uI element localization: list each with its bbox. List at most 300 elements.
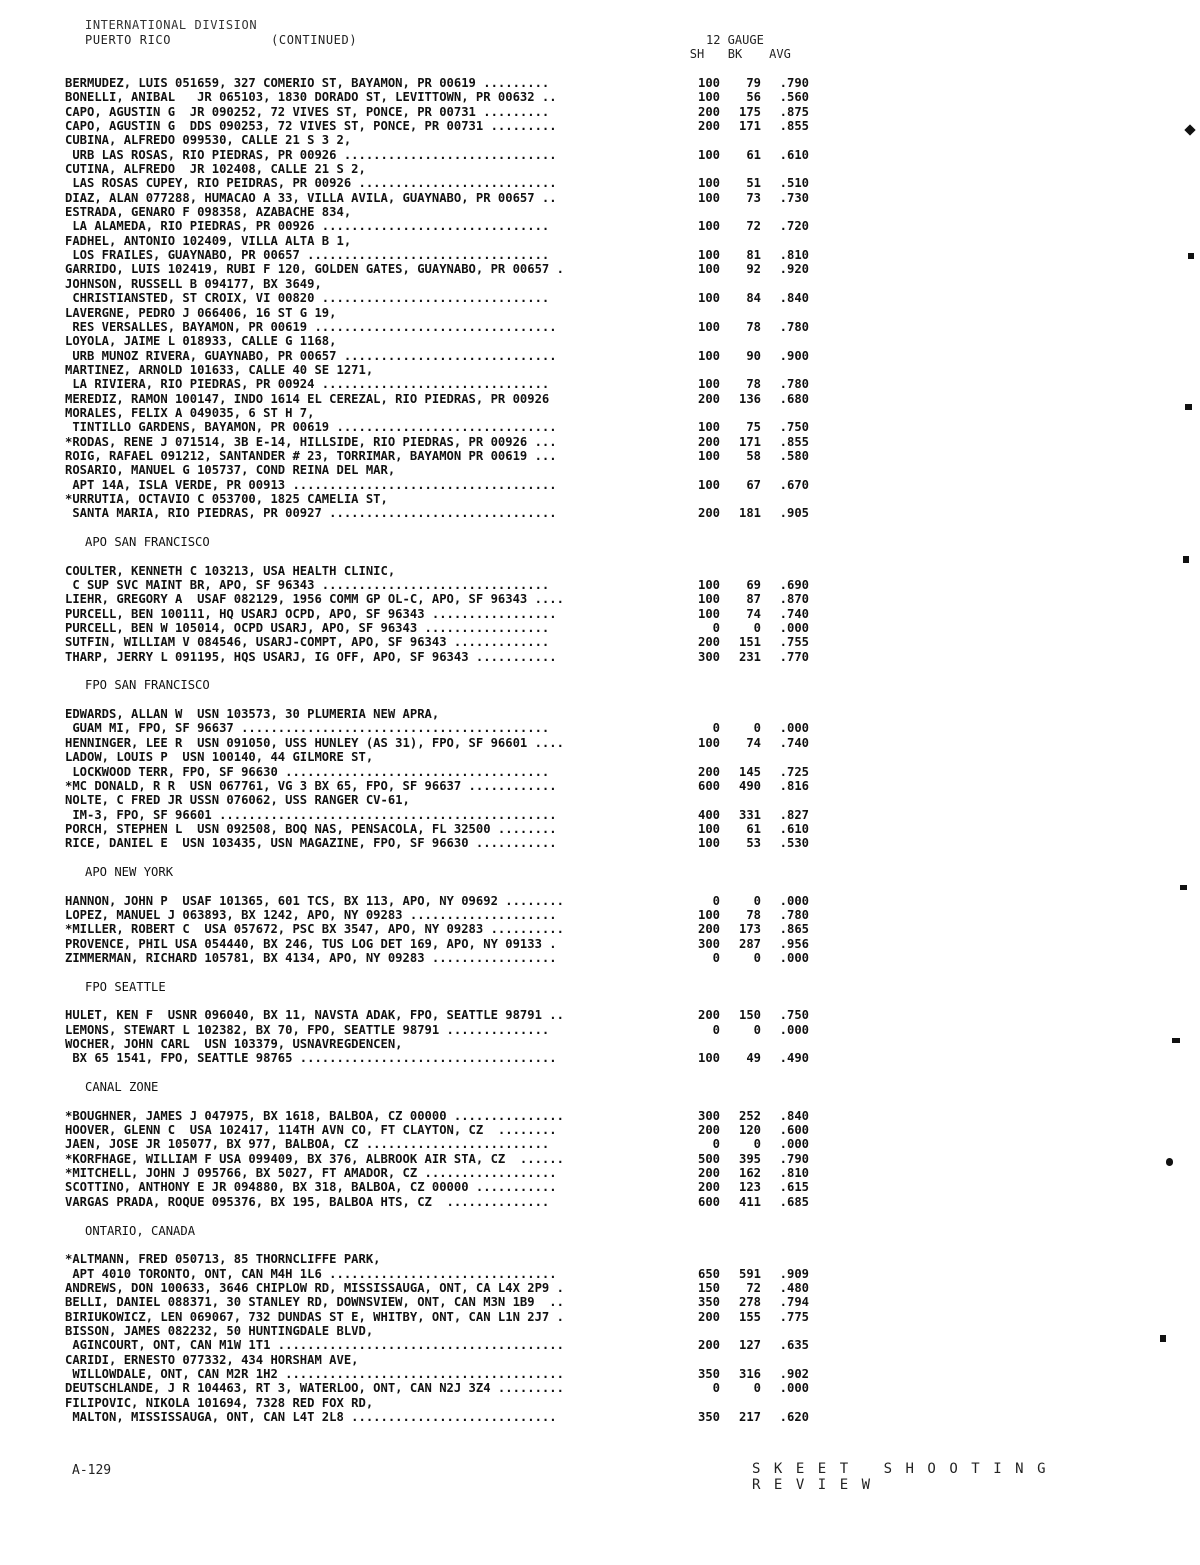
broken-count: 490 [738, 778, 761, 793]
entry-text: SUTFIN, WILLIAM V 084546, USARJ-COMPT, APO, SF 96343 ............. [65, 635, 550, 650]
shot-count: 350 [697, 1409, 720, 1424]
average-score: .750 [779, 1008, 809, 1023]
average-score: .875 [779, 104, 809, 119]
shooter-entry-continued [65, 1324, 825, 1338]
entry-text: APT 4010 TORONTO, ONT, CAN M4H 1L6 ............................... [65, 1266, 557, 1281]
section-heading [65, 980, 825, 994]
shooter-entry [65, 291, 825, 305]
shot-count: 600 [697, 778, 720, 793]
shooter-entry [65, 779, 825, 793]
col-bk-header: BK [727, 47, 743, 61]
shot-count: 100 [697, 248, 720, 263]
broken-count: 72 [746, 1280, 761, 1295]
average-score: .720 [779, 219, 809, 234]
entry-text: EDWARDS, ALLAN W USN 103573, 30 PLUMERIA NEW APRA, [65, 707, 440, 722]
entry-text: RES VERSALLES, BAYAMON, PR 00619 ................................. [65, 319, 557, 334]
broken-count: 58 [746, 448, 761, 463]
shot-count: 200 [697, 1338, 720, 1353]
entry-text: LOS FRAILES, GUAYNABO, PR 00657 ................................. [65, 248, 550, 263]
entry-text: BERMUDEZ, LUIS 051659, 327 COMERIO ST, BAYAMON, PR 00619 ......... [65, 76, 550, 90]
entry-text: BONELLI, ANIBAL JR 065103, 1830 DORADO ST, LEVITTOWN, PR 00632 .. [65, 90, 557, 105]
scan-mark [1180, 885, 1187, 890]
entry-text: VARGAS PRADA, ROQUE 095376, BX 195, BALBOA HTS, CZ .............. [65, 1194, 550, 1209]
shot-count: 0 [712, 621, 720, 636]
broken-count: 136 [738, 391, 761, 406]
entry-text: ROIG, RAFAEL 091212, SANTANDER # 23, TORRIMAR, BAYAMON PR 00619 ... [65, 448, 557, 463]
shot-count: 100 [697, 219, 720, 234]
section-title: FPO SAN FRANCISCO [85, 678, 210, 693]
shot-count: 200 [697, 506, 720, 521]
broken-count: 72 [746, 219, 761, 234]
shooter-entry [65, 1023, 825, 1037]
broken-count: 0 [753, 893, 761, 908]
shooter-entry [65, 377, 825, 391]
average-score: .790 [779, 76, 809, 90]
shot-count: 100 [697, 90, 720, 105]
blank-line [65, 1238, 825, 1252]
scan-mark [1166, 1158, 1173, 1166]
entry-text: LOPEZ, MANUEL J 063893, BX 1242, APO, NY 09283 .................... [65, 907, 557, 922]
entry-text: ZIMMERMAN, RICHARD 105781, BX 4134, APO, NY 09283 ................. [65, 950, 557, 965]
shooter-entry [65, 435, 825, 449]
shot-count: 300 [697, 936, 720, 951]
average-score: .755 [779, 635, 809, 650]
scan-mark [1160, 1335, 1166, 1342]
broken-count: 73 [746, 190, 761, 205]
average-score: .740 [779, 606, 809, 621]
average-score: .615 [779, 1180, 809, 1195]
shooter-entry [65, 836, 825, 850]
entry-text: CAPO, AGUSTIN G DDS 090253, 72 VIVES ST, PONCE, PR 00731 ......... [65, 119, 557, 134]
broken-count: 87 [746, 592, 761, 607]
entry-text: APT 14A, ISLA VERDE, PR 00913 .................................... [65, 477, 557, 492]
entry-text: LEMONS, STEWART L 102382, BX 70, FPO, SEATTLE 98791 .............. [65, 1022, 550, 1037]
shot-count: 100 [697, 907, 720, 922]
entry-text: PORCH, STEPHEN L USN 092508, BOQ NAS, PENSACOLA, FL 32500 ........ [65, 821, 557, 836]
average-score: .490 [779, 1051, 809, 1066]
shooter-entry [65, 635, 825, 649]
shooter-entry [65, 1310, 825, 1324]
entry-text: RICE, DANIEL E USN 103435, USN MAGAZINE, FPO, SF 96630 ........... [65, 836, 557, 851]
page-number: A-129 [72, 1463, 112, 1478]
broken-count: 84 [746, 291, 761, 306]
shot-count: 0 [712, 721, 720, 736]
entry-text: *ALTMANN, FRED 050713, 85 THORNCLIFFE PARK, [65, 1252, 381, 1267]
entry-text: BISSON, JAMES 082232, 50 HUNTINGDALE BLVD, [65, 1323, 374, 1338]
entry-text: DEUTSCHLANDE, J R 104463, RT 3, WATERLOO, ONT, CAN N2J 3Z4 ......... [65, 1381, 564, 1396]
entry-text: PURCELL, BEN 100111, HQ USARJ OCPD, APO, SF 96343 ................. [65, 606, 557, 621]
average-score: .000 [779, 721, 809, 736]
entry-text: NOLTE, C FRED JR USSN 076062, USS RANGER CV-61, [65, 793, 410, 808]
shot-count: 100 [697, 76, 720, 90]
broken-count: 151 [738, 635, 761, 650]
shooter-entry [65, 578, 825, 592]
shot-count: 200 [697, 391, 720, 406]
entry-text: BIRIUKOWICZ, LEN 069067, 732 DUNDAS ST E, WHITBY, ONT, CAN L1N 2J7 . [65, 1309, 564, 1324]
shooter-entry [65, 262, 825, 276]
broken-count: 56 [746, 90, 761, 105]
broken-count: 74 [746, 606, 761, 621]
broken-count: 69 [746, 578, 761, 593]
entry-text: GUAM MI, FPO, SF 96637 .......................................... [65, 721, 550, 736]
average-score: .780 [779, 377, 809, 392]
shooter-entry [65, 76, 825, 90]
column-header [680, 33, 810, 61]
entry-text: WOCHER, JOHN CARL USN 103379, USNAVREGDENCEN, [65, 1037, 403, 1052]
entry-text: AGINCOURT, ONT, CAN M1W 1T1 ....................................... [65, 1338, 564, 1353]
average-score: .690 [779, 578, 809, 593]
broken-count: 316 [738, 1366, 761, 1381]
broken-count: 0 [753, 1137, 761, 1152]
shooter-entry [65, 1195, 825, 1209]
shooter-listing [65, 76, 825, 1424]
broken-count: 78 [746, 377, 761, 392]
blank-line [65, 1209, 825, 1223]
average-score: .900 [779, 348, 809, 363]
shooter-entry-continued [65, 750, 825, 764]
entry-text: HOOVER, GLENN C USA 102417, 114TH AVN CO, FT CLAYTON, CZ ........ [65, 1123, 557, 1138]
broken-count: 81 [746, 248, 761, 263]
average-score: .685 [779, 1194, 809, 1209]
entry-text: COULTER, KENNETH C 103213, USA HEALTH CLINIC, [65, 563, 396, 578]
shooter-entry [65, 1123, 825, 1137]
broken-count: 331 [738, 807, 761, 822]
shooter-entry-continued [65, 463, 825, 477]
entry-text: LA ALAMEDA, RIO PIEDRAS, PR 00926 ............................... [65, 219, 550, 234]
shooter-entry [65, 148, 825, 162]
shooter-entry [65, 894, 825, 908]
average-score: .909 [779, 1266, 809, 1281]
shooter-entry [65, 621, 825, 635]
entry-text: CAPO, AGUSTIN G JR 090252, 72 VIVES ST, PONCE, PR 00731 ......... [65, 104, 550, 119]
shot-count: 100 [697, 348, 720, 363]
shot-count: 100 [697, 836, 720, 851]
region-name: PUERTO RICO [85, 33, 172, 47]
average-score: .000 [779, 1381, 809, 1396]
entry-text: FILIPOVIC, NIKOLA 101694, 7328 RED FOX RD, [65, 1395, 374, 1410]
section-heading [65, 1080, 825, 1094]
shooter-entry [65, 176, 825, 190]
shooter-entry-continued [65, 306, 825, 320]
shooter-entry-continued [65, 1353, 825, 1367]
shooter-entry [65, 90, 825, 104]
broken-count: 67 [746, 477, 761, 492]
entry-text: MORALES, FELIX A 049035, 6 ST H 7, [65, 405, 315, 420]
broken-count: 150 [738, 1008, 761, 1023]
shooter-entry [65, 105, 825, 119]
entry-text: MARTINEZ, ARNOLD 101633, CALLE 40 SE 1271, [65, 362, 374, 377]
entry-text: TINTILLO GARDENS, BAYAMON, PR 00619 .............................. [65, 420, 557, 435]
shot-count: 200 [697, 119, 720, 134]
shot-count: 350 [697, 1366, 720, 1381]
broken-count: 127 [738, 1338, 761, 1353]
shooter-entry-continued [65, 1396, 825, 1410]
shooter-entry [65, 349, 825, 363]
broken-count: 123 [738, 1180, 761, 1195]
section-heading [65, 1224, 825, 1238]
shooter-entry [65, 736, 825, 750]
shot-count: 600 [697, 1194, 720, 1209]
average-score: .956 [779, 936, 809, 951]
shot-count: 300 [697, 1108, 720, 1123]
col-avg-header: AVG [769, 47, 791, 61]
average-score: .855 [779, 434, 809, 449]
entry-text: LOYOLA, JAIME L 018933, CALLE G 1168, [65, 334, 337, 349]
entry-text: IM-3, FPO, SF 96601 .............................................. [65, 807, 557, 822]
entry-text: SANTA MARIA, RIO PIEDRAS, PR 00927 ............................... [65, 506, 557, 521]
shot-count: 200 [697, 922, 720, 937]
section-heading [65, 865, 825, 879]
average-score: .790 [779, 1151, 809, 1166]
shooter-entry [65, 1267, 825, 1281]
shot-count: 200 [697, 1008, 720, 1023]
broken-count: 278 [738, 1295, 761, 1310]
blank-line [65, 851, 825, 865]
region-heading [85, 33, 357, 47]
shot-count: 100 [697, 592, 720, 607]
shooter-entry [65, 1008, 825, 1022]
average-score: .000 [779, 621, 809, 636]
broken-count: 181 [738, 506, 761, 521]
average-score: .780 [779, 319, 809, 334]
entry-text: HANNON, JOHN P USAF 101365, 601 TCS, BX 113, APO, NY 09692 ........ [65, 893, 564, 908]
shooter-entry [65, 1381, 825, 1395]
shooter-entry [65, 1051, 825, 1065]
shot-count: 650 [697, 1266, 720, 1281]
shooter-entry-continued [65, 793, 825, 807]
shot-count: 200 [697, 434, 720, 449]
entry-text: C SUP SVC MAINT BR, APO, SF 96343 ............................... [65, 578, 550, 593]
shooter-entry [65, 607, 825, 621]
broken-count: 61 [746, 821, 761, 836]
entry-text: URB LAS ROSAS, RIO PIEDRAS, PR 00926 ............................. [65, 147, 557, 162]
blank-line [65, 965, 825, 979]
shooter-entry-continued [65, 492, 825, 506]
broken-count: 591 [738, 1266, 761, 1281]
shot-count: 0 [712, 1022, 720, 1037]
average-score: .740 [779, 735, 809, 750]
shooter-entry [65, 822, 825, 836]
shot-count: 0 [712, 950, 720, 965]
shooter-entry [65, 478, 825, 492]
scan-mark [1183, 556, 1189, 563]
shot-count: 200 [697, 635, 720, 650]
col-sh-header: SH [689, 47, 705, 61]
shooter-entry-continued [65, 1252, 825, 1266]
shooter-entry [65, 650, 825, 664]
average-score: .750 [779, 420, 809, 435]
shooter-entry [65, 506, 825, 520]
average-score: .775 [779, 1309, 809, 1324]
shot-count: 0 [712, 1137, 720, 1152]
section-title: APO SAN FRANCISCO [85, 535, 210, 549]
entry-text: SCOTTINO, ANTHONY E JR 094880, BX 318, BALBOA, CZ 00000 ........... [65, 1180, 557, 1195]
shot-count: 100 [697, 821, 720, 836]
shooter-entry [65, 392, 825, 406]
entry-text: GARRIDO, LUIS 102419, RUBI F 120, GOLDEN GATES, GUAYNABO, PR 00657 . [65, 262, 564, 277]
average-score: .780 [779, 907, 809, 922]
average-score: .816 [779, 778, 809, 793]
entry-text: *URRUTIA, OCTAVIO C 053700, 1825 CAMELIA ST, [65, 491, 388, 506]
shooter-entry-continued [65, 363, 825, 377]
broken-count: 171 [738, 434, 761, 449]
entry-text: *MITCHELL, JOHN J 095766, BX 5027, FT AMADOR, CZ .................. [65, 1166, 557, 1181]
entry-text: LAS ROSAS CUPEY, RIO PEIDRAS, PR 00926 ........................... [65, 176, 557, 191]
entry-text: DIAZ, ALAN 077288, HUMACAO A 33, VILLA AVILA, GUAYNABO, PR 00657 .. [65, 190, 557, 205]
entry-text: THARP, JERRY L 091195, HQS USARJ, IG OFF, APO, SF 96343 ........... [65, 649, 557, 664]
blank-line [65, 879, 825, 893]
continued-label: (CONTINUED) [271, 33, 358, 47]
shooter-entry [65, 951, 825, 965]
shot-count: 200 [697, 1166, 720, 1181]
scan-mark [1184, 124, 1195, 135]
broken-count: 395 [738, 1151, 761, 1166]
shot-count: 350 [697, 1295, 720, 1310]
shooter-entry [65, 191, 825, 205]
section-title: CANAL ZONE [85, 1080, 159, 1095]
shooter-entry [65, 1338, 825, 1352]
average-score: .730 [779, 190, 809, 205]
publication-title: SKEET SHOOTING REVIEW [752, 1461, 1060, 1493]
average-score: .870 [779, 592, 809, 607]
entry-text: JOHNSON, RUSSELL B 094177, BX 3649, [65, 276, 322, 291]
broken-count: 78 [746, 319, 761, 334]
shot-count: 200 [697, 1309, 720, 1324]
shot-count: 100 [697, 291, 720, 306]
broken-count: 49 [746, 1051, 761, 1066]
shot-count: 0 [712, 893, 720, 908]
average-score: .770 [779, 649, 809, 664]
broken-count: 53 [746, 836, 761, 851]
shot-count: 200 [697, 1180, 720, 1195]
broken-count: 155 [738, 1309, 761, 1324]
broken-count: 231 [738, 649, 761, 664]
shot-count: 200 [697, 764, 720, 779]
entry-text: BX 65 1541, FPO, SEATTLE 98765 ................................... [65, 1051, 557, 1066]
broken-count: 0 [753, 721, 761, 736]
shooter-entry [65, 721, 825, 735]
shooter-entry [65, 808, 825, 822]
broken-count: 217 [738, 1409, 761, 1424]
entry-text: *KORFHAGE, WILLIAM F USA 099409, BX 376, ALBROOK AIR STA, CZ ...... [65, 1151, 564, 1166]
shooter-entry-continued [65, 277, 825, 291]
broken-count: 0 [753, 621, 761, 636]
shot-count: 100 [697, 606, 720, 621]
shooter-entry [65, 592, 825, 606]
shot-count: 100 [697, 1051, 720, 1066]
broken-count: 78 [746, 907, 761, 922]
entry-text: MEREDIZ, RAMON 100147, INDO 1614 EL CEREZAL, RIO PIEDRAS, PR 00926 [65, 391, 550, 406]
shooter-entry [65, 1152, 825, 1166]
average-score: .680 [779, 391, 809, 406]
entry-text: BELLI, DANIEL 088371, 30 STANLEY RD, DOWNSVIEW, ONT, CAN M3N 1B9 .. [65, 1295, 564, 1310]
shooter-entry-continued [65, 162, 825, 176]
average-score: .905 [779, 506, 809, 521]
entry-text: PURCELL, BEN W 105014, OCPD USARJ, APO, SF 96343 ................. [65, 621, 550, 636]
entry-text: *MILLER, ROBERT C USA 057672, PSC BX 3547, APO, NY 09283 .......... [65, 922, 564, 937]
entry-text: PROVENCE, PHIL USA 054440, BX 246, TUS LOG DET 169, APO, NY 09133 . [65, 936, 557, 951]
shooter-entry-continued [65, 205, 825, 219]
broken-count: 79 [746, 76, 761, 90]
shot-count: 100 [697, 176, 720, 191]
blank-line [65, 521, 825, 535]
shot-count: 100 [697, 147, 720, 162]
shooter-entry-continued [65, 133, 825, 147]
average-score: .620 [779, 1409, 809, 1424]
entry-text: FADHEL, ANTONIO 102409, VILLA ALTA B 1, [65, 233, 352, 248]
shooter-entry [65, 119, 825, 133]
shot-count: 400 [697, 807, 720, 822]
average-score: .610 [779, 821, 809, 836]
entry-text: ESTRADA, GENARO F 098358, AZABACHE 834, [65, 205, 352, 220]
entry-text: LIEHR, GREGORY A USAF 082129, 1956 COMM GP OL-C, APO, SF 96343 .... [65, 592, 564, 607]
entry-text: *RODAS, RENE J 071514, 3B E-14, HILLSIDE, RIO PIEDRAS, PR 00926 ... [65, 434, 557, 449]
shot-count: 150 [697, 1280, 720, 1295]
scan-mark [1188, 253, 1194, 259]
entry-text: JAEN, JOSE JR 105077, BX 977, BALBOA, CZ ......................... [65, 1137, 550, 1152]
shot-count: 100 [697, 578, 720, 593]
entry-text: CARIDI, ERNESTO 077332, 434 HORSHAM AVE, [65, 1352, 359, 1367]
average-score: .580 [779, 448, 809, 463]
shooter-entry [65, 1137, 825, 1151]
shooter-entry [65, 1281, 825, 1295]
section-heading [65, 678, 825, 692]
shooter-entry-continued [65, 334, 825, 348]
shooter-entry [65, 937, 825, 951]
shooter-entry [65, 1367, 825, 1381]
shot-count: 0 [712, 1381, 720, 1396]
average-score: .840 [779, 1108, 809, 1123]
blank-line [65, 994, 825, 1008]
blank-line [65, 549, 825, 563]
shooter-entry [65, 219, 825, 233]
shot-count: 100 [697, 448, 720, 463]
shooter-entry [65, 1295, 825, 1309]
average-score: .902 [779, 1366, 809, 1381]
average-score: .530 [779, 836, 809, 851]
blank-line [65, 1094, 825, 1108]
broken-count: 90 [746, 348, 761, 363]
scan-mark [1172, 1038, 1180, 1043]
entry-text: URB MUNOZ RIVERA, GUAYNABO, PR 00657 ............................. [65, 348, 557, 363]
shot-count: 100 [697, 377, 720, 392]
broken-count: 171 [738, 119, 761, 134]
broken-count: 287 [738, 936, 761, 951]
average-score: .610 [779, 147, 809, 162]
shot-count: 500 [697, 1151, 720, 1166]
shooter-entry [65, 1180, 825, 1194]
average-score: .000 [779, 1022, 809, 1037]
blank-line [65, 1066, 825, 1080]
average-score: .600 [779, 1123, 809, 1138]
gauge-label: 12 GAUGE [706, 33, 764, 47]
entry-text: ANDREWS, DON 100633, 3646 CHIPLOW RD, MISSISSAUGA, ONT, CA L4X 2P9 . [65, 1280, 564, 1295]
broken-count: 51 [746, 176, 761, 191]
shot-count: 100 [697, 262, 720, 277]
average-score: .840 [779, 291, 809, 306]
blank-line [65, 664, 825, 678]
average-score: .827 [779, 807, 809, 822]
broken-count: 120 [738, 1123, 761, 1138]
section-title: APO NEW YORK [85, 864, 174, 879]
average-score: .855 [779, 119, 809, 134]
average-score: .810 [779, 1166, 809, 1181]
shooter-entry [65, 320, 825, 334]
shooter-entry [65, 449, 825, 463]
average-score: .794 [779, 1295, 809, 1310]
shooter-entry-continued [65, 1037, 825, 1051]
average-score: .560 [779, 90, 809, 105]
